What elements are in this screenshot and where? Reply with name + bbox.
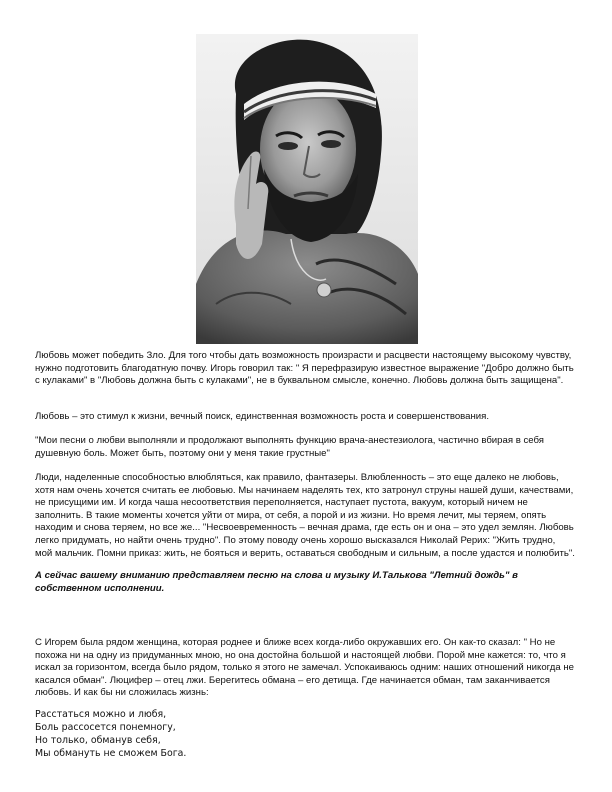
paragraph-text: Любовь – это стимул к жизни, вечный поиск, единственная возможность роста и совершенствования. [35,411,490,422]
paragraph-woman-nearby [35,637,575,700]
paragraph-text: "Мои песни о любви выполняли и продолжают выполнять функцию врача-анестезиолога, частично вбирая в себя душевную боль. Может быть, поэтому они у меня такие грустные" [35,435,544,459]
poem-line: Но только, обманув себя, [35,735,161,746]
poem-line: Расстаться можно и любя, [35,709,167,720]
paragraph-love-stimulus [35,411,575,424]
paragraph-text: С Игорем была рядом женщина, которая роднее и ближе всех когда-либо окружавших его. Он как-то сказал: " Но не похожа ни на одну из придуманных мною, но она достойна большой и настоящей любви. Порой мне кажется: то, что я искал за горизонтом, всегда было рядом, только я этого не замечал. Успокаиваюсь одним: наших отношений никогда не касался обман". Люцифер – отец лжи. Берегитесь обмана – его детища. Где начинается обман, там заканчивается любовь. И как бы ни сложилась жизнь: [35,637,574,699]
poem-line: Боль рассосется понемногу, [35,722,176,733]
portrait-photo-icon [196,34,418,344]
paragraph-songs-quote [35,435,575,460]
portrait-photo [196,34,418,344]
paragraph-text: Любовь может победить Зло. Для того чтобы дать возможность произрасти и расцвести настоящему высокому чувству, нужно подготовить благодатную почву. Игорь говорил так: " Я перефразирую известное выражение "Добро должно быть с кулаками" в "Любовь должна быть с кулаками", не в буквальном смысле, конечно. Любовь должна быть защищена". [35,350,574,387]
paragraph-falling-in-love [35,472,575,560]
paragraph-text: А сейчас вашему вниманию представляем песню на слова и музыку И.Талькова "Летний дождь" в собственном исполнении. [35,570,518,594]
paragraph-text: Люди, наделенные способностью влюбляться, как правило, фантазеры. Влюбленность – это еще далеко не любовь, хотя нам очень хочется считать ее любовью. Мы начинаем наделять тех, кто затронул струны нашей души, качествами, не присущими им. И когда чаша несоответствия переполняется, наступает пустота, вакуум, который ничем не заполнить. В такие моменты хочется уйти от мира, от себя, а порой и из жизни. Но время лечит, мы теряем, опять находим и снова теряем, но все же... "Несвоевременность – вечная драма, где есть он и она – это удел землян. Любовь легко придумать, но найти очень трудно". По этому поводу очень хорошо высказался Николай Рерих: "Жить трудно, мой мальчик. Помни приказ: жить, не бояться и верить, оставаться свободным и сильным, а после удастся и полюбить". [35,472,575,559]
paragraph-love-defeats-evil [35,350,575,388]
poem [35,708,335,760]
paragraph-song-announcement [35,570,575,595]
poem-line: Мы обмануть не сможем Бога. [35,748,187,759]
